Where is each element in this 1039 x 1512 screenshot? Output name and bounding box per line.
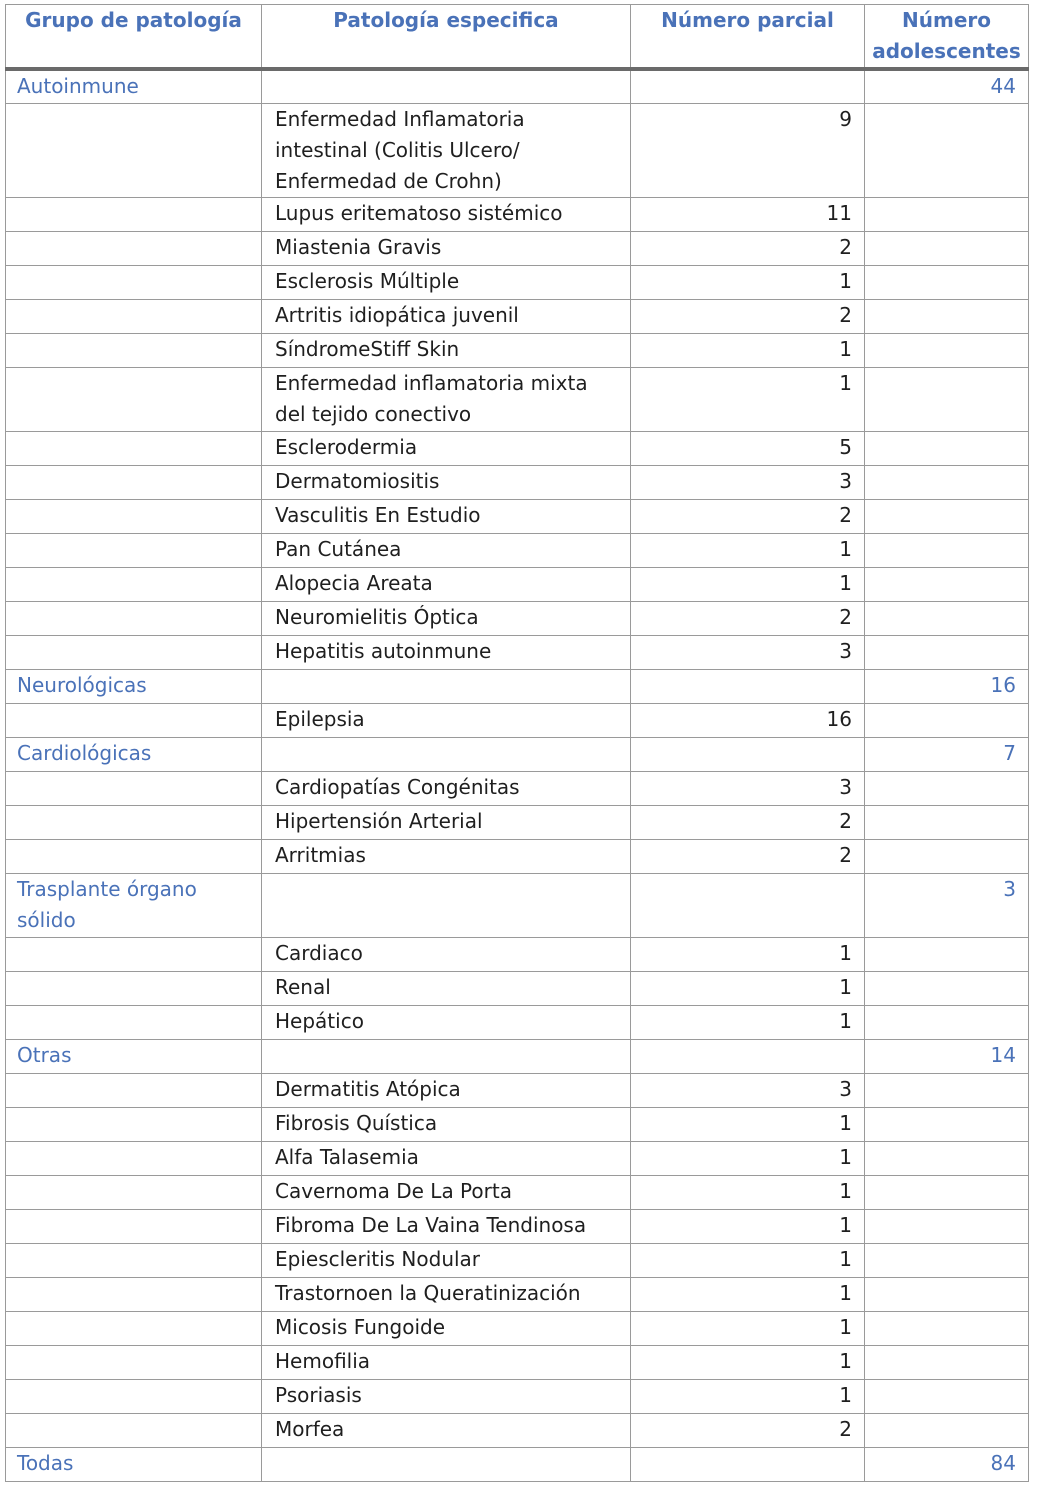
empty-cell [865, 1141, 1029, 1175]
partial-count: 1 [631, 1379, 865, 1413]
empty-cell [6, 703, 262, 737]
empty-cell [865, 937, 1029, 971]
empty-cell [865, 1379, 1029, 1413]
partial-count: 2 [631, 601, 865, 635]
group-row [6, 669, 1029, 703]
pathology-table [5, 4, 1029, 1482]
empty-cell [6, 103, 262, 197]
empty-cell [6, 1175, 262, 1209]
pathology-name: Micosis Fungoide [262, 1311, 631, 1345]
pathology-name: Dermatitis Atópica [262, 1073, 631, 1107]
group-name: Cardiológicas [6, 737, 262, 771]
partial-count: 2 [631, 1413, 865, 1447]
partial-count: 1 [631, 1345, 865, 1379]
pathology-name: Artritis idiopática juvenil [262, 299, 631, 333]
empty-cell [865, 333, 1029, 367]
pathology-name: Alfa Talasemia [262, 1141, 631, 1175]
table-row [6, 1243, 1029, 1277]
partial-count: 3 [631, 465, 865, 499]
table-row [6, 971, 1029, 1005]
header-adolescents: Número adolescentes [865, 5, 1029, 70]
pathology-name: Vasculitis En Estudio [262, 499, 631, 533]
empty-cell [865, 771, 1029, 805]
partial-count: 1 [631, 333, 865, 367]
empty-cell [865, 971, 1029, 1005]
partial-count: 1 [631, 1175, 865, 1209]
table-row [6, 839, 1029, 873]
empty-cell [6, 1311, 262, 1345]
partial-count: 2 [631, 805, 865, 839]
empty-cell [6, 533, 262, 567]
pathology-name: Morfea [262, 1413, 631, 1447]
partial-count: 5 [631, 431, 865, 465]
partial-count: 1 [631, 265, 865, 299]
group-total: 14 [865, 1039, 1029, 1073]
table-row [6, 231, 1029, 265]
empty-cell [865, 265, 1029, 299]
empty-cell [262, 1039, 631, 1073]
partial-count: 1 [631, 567, 865, 601]
partial-count: 11 [631, 197, 865, 231]
empty-cell [6, 1209, 262, 1243]
empty-cell [865, 1413, 1029, 1447]
empty-cell [865, 1073, 1029, 1107]
table-row [6, 1175, 1029, 1209]
empty-cell [631, 1447, 865, 1481]
pathology-name: Hepatitis autoinmune [262, 635, 631, 669]
table-row [6, 1379, 1029, 1413]
group-total: 44 [865, 69, 1029, 103]
empty-cell [6, 465, 262, 499]
empty-cell [6, 1141, 262, 1175]
empty-cell [262, 873, 631, 937]
group-total: 7 [865, 737, 1029, 771]
table-row [6, 431, 1029, 465]
table-body [6, 69, 1029, 1481]
empty-cell [6, 601, 262, 635]
pathology-name: Dermatomiositis [262, 465, 631, 499]
empty-cell [631, 669, 865, 703]
table-row [6, 1209, 1029, 1243]
group-row [6, 737, 1029, 771]
empty-cell [6, 1243, 262, 1277]
empty-cell [6, 367, 262, 431]
pathology-name: Pan Cutánea [262, 533, 631, 567]
group-row [6, 1039, 1029, 1073]
empty-cell [262, 669, 631, 703]
pathology-name: Hepático [262, 1005, 631, 1039]
empty-cell [631, 69, 865, 103]
group-name: Autoinmune [6, 69, 262, 103]
total-label: Todas [6, 1447, 262, 1481]
pathology-name: Cardiaco [262, 937, 631, 971]
table-row [6, 1107, 1029, 1141]
table-row [6, 567, 1029, 601]
empty-cell [6, 333, 262, 367]
table-row [6, 499, 1029, 533]
group-total: 16 [865, 669, 1029, 703]
pathology-name: Alopecia Areata [262, 567, 631, 601]
empty-cell [865, 703, 1029, 737]
pathology-name: Trastornoen la Queratinización [262, 1277, 631, 1311]
empty-cell [865, 635, 1029, 669]
partial-count: 1 [631, 533, 865, 567]
table-row [6, 265, 1029, 299]
partial-count: 9 [631, 103, 865, 197]
empty-cell [6, 499, 262, 533]
partial-count: 3 [631, 1073, 865, 1107]
empty-cell [865, 1311, 1029, 1345]
empty-cell [865, 805, 1029, 839]
pathology-name: Hipertensión Arterial [262, 805, 631, 839]
header-group: Grupo de patología [6, 5, 262, 70]
empty-cell [865, 567, 1029, 601]
empty-cell [865, 499, 1029, 533]
pathology-name: Epilepsia [262, 703, 631, 737]
empty-cell [6, 635, 262, 669]
empty-cell [262, 737, 631, 771]
empty-cell [262, 69, 631, 103]
partial-count: 1 [631, 1107, 865, 1141]
partial-count: 3 [631, 771, 865, 805]
group-row [6, 69, 1029, 103]
partial-count: 1 [631, 971, 865, 1005]
table-row [6, 1345, 1029, 1379]
partial-count: 1 [631, 367, 865, 431]
empty-cell [6, 771, 262, 805]
table-row [6, 103, 1029, 197]
partial-count: 1 [631, 1277, 865, 1311]
table-row [6, 937, 1029, 971]
group-total: 3 [865, 873, 1029, 937]
empty-cell [865, 103, 1029, 197]
table-row [6, 1277, 1029, 1311]
group-name: Trasplante órgano sólido [6, 873, 262, 937]
empty-cell [6, 197, 262, 231]
empty-cell [865, 601, 1029, 635]
pathology-name: Fibroma De La Vaina Tendinosa [262, 1209, 631, 1243]
pathology-name: Neuromielitis Óptica [262, 601, 631, 635]
empty-cell [865, 1243, 1029, 1277]
table-row [6, 805, 1029, 839]
partial-count: 2 [631, 839, 865, 873]
table-row [6, 703, 1029, 737]
pathology-name: Renal [262, 971, 631, 1005]
empty-cell [6, 231, 262, 265]
header-pathology: Patología especifica [262, 5, 631, 70]
empty-cell [865, 1277, 1029, 1311]
table-row [6, 533, 1029, 567]
empty-cell [6, 1277, 262, 1311]
empty-cell [865, 197, 1029, 231]
empty-cell [865, 465, 1029, 499]
empty-cell [865, 839, 1029, 873]
table-row [6, 635, 1029, 669]
empty-cell [6, 265, 262, 299]
empty-cell [865, 299, 1029, 333]
group-name: Neurológicas [6, 669, 262, 703]
empty-cell [631, 737, 865, 771]
empty-cell [6, 1107, 262, 1141]
empty-cell [865, 1345, 1029, 1379]
pathology-name: Arritmias [262, 839, 631, 873]
empty-cell [865, 367, 1029, 431]
pathology-name: SíndromeStiff Skin [262, 333, 631, 367]
partial-count: 16 [631, 703, 865, 737]
empty-cell [865, 1175, 1029, 1209]
pathology-name: Psoriasis [262, 1379, 631, 1413]
pathology-name: Lupus eritematoso sistémico [262, 197, 631, 231]
empty-cell [6, 839, 262, 873]
empty-cell [865, 1005, 1029, 1039]
partial-count: 1 [631, 1243, 865, 1277]
empty-cell [6, 937, 262, 971]
empty-cell [6, 431, 262, 465]
total-row [6, 1447, 1029, 1481]
empty-cell [6, 1073, 262, 1107]
empty-cell [6, 1413, 262, 1447]
partial-count: 1 [631, 1141, 865, 1175]
pathology-name: Enfermedad inflamatoria mixta del tejido conectivo [262, 367, 631, 431]
table-row [6, 1005, 1029, 1039]
partial-count: 2 [631, 299, 865, 333]
empty-cell [6, 971, 262, 1005]
group-name: Otras [6, 1039, 262, 1073]
pathology-name: Miastenia Gravis [262, 231, 631, 265]
empty-cell [6, 299, 262, 333]
partial-count: 1 [631, 1311, 865, 1345]
pathology-name: Cavernoma De La Porta [262, 1175, 631, 1209]
table-row [6, 465, 1029, 499]
partial-count: 3 [631, 635, 865, 669]
empty-cell [865, 231, 1029, 265]
grand-total: 84 [865, 1447, 1029, 1481]
empty-cell [865, 431, 1029, 465]
header-partial: Número parcial [631, 5, 865, 70]
partial-count: 1 [631, 1209, 865, 1243]
empty-cell [865, 1209, 1029, 1243]
table-row [6, 771, 1029, 805]
table-row [6, 601, 1029, 635]
empty-cell [631, 873, 865, 937]
partial-count: 2 [631, 231, 865, 265]
table-row [6, 333, 1029, 367]
pathology-name: Hemofilia [262, 1345, 631, 1379]
empty-cell [865, 533, 1029, 567]
empty-cell [6, 567, 262, 601]
table-row [6, 197, 1029, 231]
empty-cell [262, 1447, 631, 1481]
pathology-name: Esclerodermia [262, 431, 631, 465]
empty-cell [6, 1345, 262, 1379]
partial-count: 1 [631, 937, 865, 971]
pathology-name: Cardiopatías Congénitas [262, 771, 631, 805]
pathology-name: Enfermedad Inflamatoria intestinal (Colitis Ulcero/ Enfermedad de Crohn) [262, 103, 631, 197]
pathology-name: Fibrosis Quística [262, 1107, 631, 1141]
partial-count: 2 [631, 499, 865, 533]
empty-cell [865, 1107, 1029, 1141]
pathology-table-wrapper [5, 4, 1028, 1482]
table-row [6, 1073, 1029, 1107]
pathology-name: Epiescleritis Nodular [262, 1243, 631, 1277]
empty-cell [6, 1005, 262, 1039]
empty-cell [6, 805, 262, 839]
empty-cell [6, 1379, 262, 1413]
table-row [6, 299, 1029, 333]
partial-count: 1 [631, 1005, 865, 1039]
empty-cell [631, 1039, 865, 1073]
table-row [6, 1141, 1029, 1175]
table-row [6, 367, 1029, 431]
group-row [6, 873, 1029, 937]
pathology-name: Esclerosis Múltiple [262, 265, 631, 299]
table-header-row [6, 5, 1029, 70]
table-row [6, 1311, 1029, 1345]
table-row [6, 1413, 1029, 1447]
